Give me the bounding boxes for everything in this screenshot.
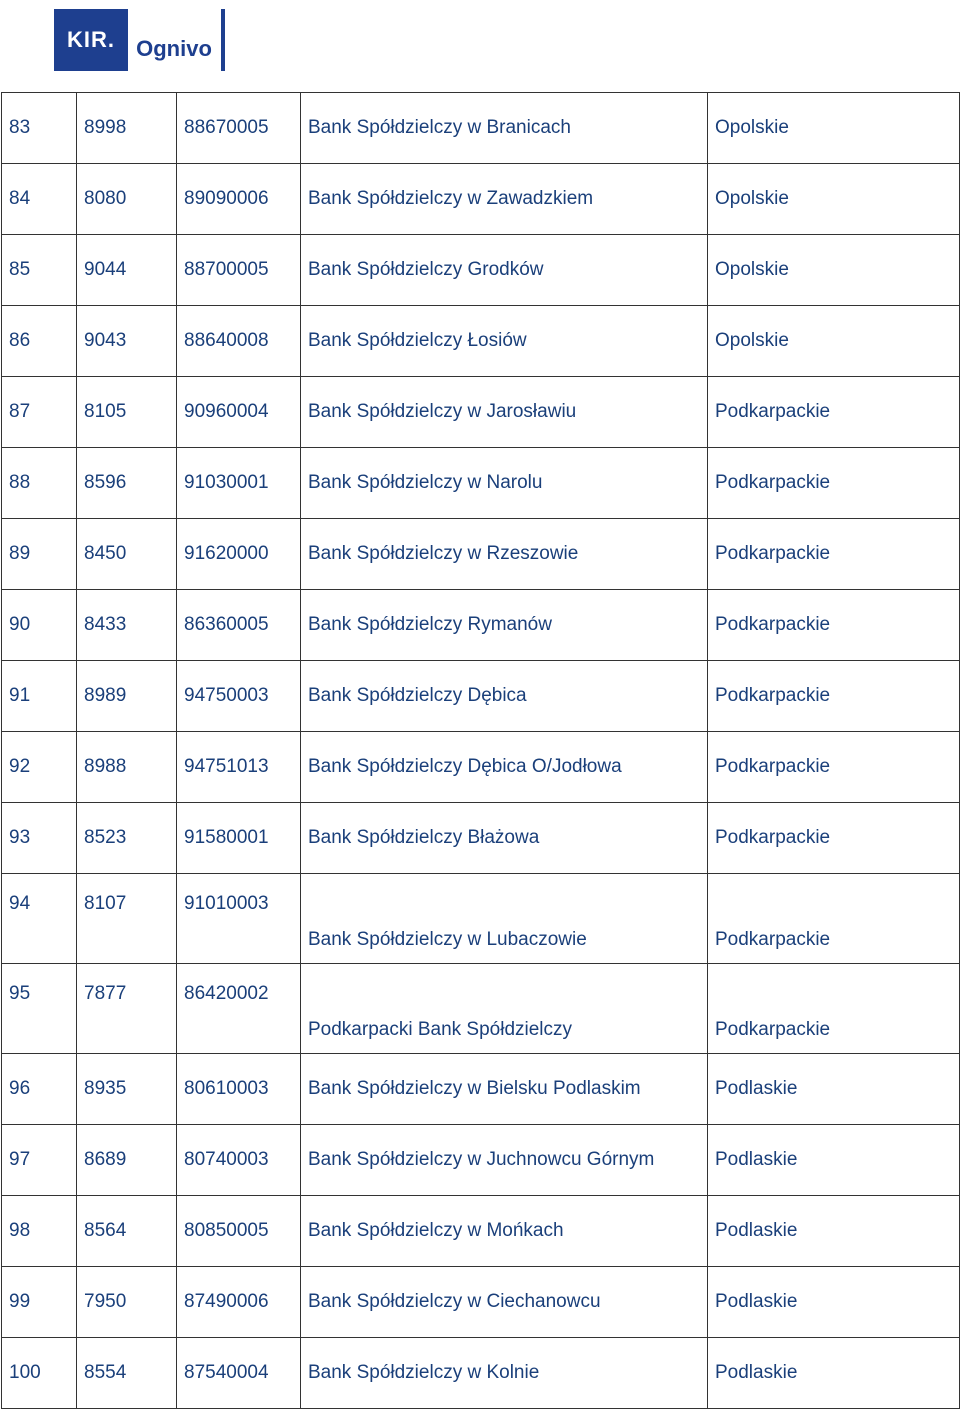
table-row bbox=[2, 235, 960, 306]
table-row bbox=[2, 93, 960, 164]
bank-id-cell: 89090006 bbox=[177, 164, 301, 235]
page-header bbox=[0, 0, 960, 92]
row-number-cell: 85 bbox=[2, 235, 77, 306]
bank-name-cell: Bank Spółdzielczy w Ciechanowcu bbox=[301, 1267, 708, 1338]
row-number-cell: 87 bbox=[2, 377, 77, 448]
row-number-cell: 84 bbox=[2, 164, 77, 235]
bank-id-cell: 90960004 bbox=[177, 377, 301, 448]
table-row bbox=[2, 377, 960, 448]
bank-id-cell: 91030001 bbox=[177, 448, 301, 519]
bank-id-cell: 88640008 bbox=[177, 306, 301, 377]
bank-code-cell: 8105 bbox=[77, 377, 177, 448]
bank-id-cell: 86360005 bbox=[177, 590, 301, 661]
region-cell: Podkarpackie bbox=[708, 874, 960, 964]
bank-name-cell: Bank Spółdzielczy Łosiów bbox=[301, 306, 708, 377]
bank-name-cell: Bank Spółdzielczy Dębica bbox=[301, 661, 708, 732]
row-number-cell: 86 bbox=[2, 306, 77, 377]
table-row bbox=[2, 519, 960, 590]
bank-name-cell: Bank Spółdzielczy w Juchnowcu Górnym bbox=[301, 1125, 708, 1196]
table-row bbox=[2, 1338, 960, 1409]
bank-id-cell: 88670005 bbox=[177, 93, 301, 164]
row-number-cell: 89 bbox=[2, 519, 77, 590]
row-number-cell: 95 bbox=[2, 964, 77, 1054]
bank-code-cell: 8523 bbox=[77, 803, 177, 874]
bank-id-cell: 91620000 bbox=[177, 519, 301, 590]
bank-id-cell: 87490006 bbox=[177, 1267, 301, 1338]
bank-code-cell: 8107 bbox=[77, 874, 177, 964]
region-cell: Podkarpackie bbox=[708, 590, 960, 661]
row-number-cell: 88 bbox=[2, 448, 77, 519]
bank-code-cell: 9044 bbox=[77, 235, 177, 306]
kir-logo: KIR. bbox=[54, 9, 128, 71]
region-cell: Podkarpackie bbox=[708, 661, 960, 732]
table-row bbox=[2, 590, 960, 661]
region-cell: Podlaskie bbox=[708, 1338, 960, 1409]
bank-name-cell: Bank Spółdzielczy Błażowa bbox=[301, 803, 708, 874]
row-number-cell: 90 bbox=[2, 590, 77, 661]
bank-id-cell: 91010003 bbox=[177, 874, 301, 964]
table-row bbox=[2, 1267, 960, 1338]
region-cell: Opolskie bbox=[708, 235, 960, 306]
logo-divider bbox=[221, 9, 225, 71]
bank-id-cell: 94750003 bbox=[177, 661, 301, 732]
bank-id-cell: 80610003 bbox=[177, 1054, 301, 1125]
bank-name-cell: Bank Spółdzielczy w Bielsku Podlaskim bbox=[301, 1054, 708, 1125]
region-cell: Opolskie bbox=[708, 93, 960, 164]
bank-name-cell: Bank Spółdzielczy w Branicach bbox=[301, 93, 708, 164]
bank-id-cell: 88700005 bbox=[177, 235, 301, 306]
row-number-cell: 96 bbox=[2, 1054, 77, 1125]
region-cell: Podlaskie bbox=[708, 1125, 960, 1196]
table-row bbox=[2, 306, 960, 377]
bank-code-cell: 8989 bbox=[77, 661, 177, 732]
bank-name-cell: Bank Spółdzielczy Dębica O/Jodłowa bbox=[301, 732, 708, 803]
bank-code-cell: 9043 bbox=[77, 306, 177, 377]
bank-table bbox=[1, 92, 960, 1409]
row-number-cell: 83 bbox=[2, 93, 77, 164]
bank-code-cell: 8433 bbox=[77, 590, 177, 661]
row-number-cell: 93 bbox=[2, 803, 77, 874]
bank-code-cell: 8988 bbox=[77, 732, 177, 803]
region-cell: Opolskie bbox=[708, 164, 960, 235]
table-row bbox=[2, 732, 960, 803]
bank-table-body bbox=[2, 93, 960, 1409]
bank-code-cell: 8554 bbox=[77, 1338, 177, 1409]
row-number-cell: 100 bbox=[2, 1338, 77, 1409]
row-number-cell: 91 bbox=[2, 661, 77, 732]
bank-name-cell: Bank Spółdzielczy Rymanów bbox=[301, 590, 708, 661]
bank-code-cell: 8689 bbox=[77, 1125, 177, 1196]
row-number-cell: 92 bbox=[2, 732, 77, 803]
table-row bbox=[2, 164, 960, 235]
table-row bbox=[2, 874, 960, 964]
region-cell: Podkarpackie bbox=[708, 732, 960, 803]
bank-name-cell: Bank Spółdzielczy w Jarosławiu bbox=[301, 377, 708, 448]
bank-id-cell: 87540004 bbox=[177, 1338, 301, 1409]
table-row bbox=[2, 803, 960, 874]
bank-code-cell: 8998 bbox=[77, 93, 177, 164]
bank-name-cell: Bank Spółdzielczy w Narolu bbox=[301, 448, 708, 519]
table-row bbox=[2, 1196, 960, 1267]
bank-code-cell: 8596 bbox=[77, 448, 177, 519]
bank-code-cell: 7950 bbox=[77, 1267, 177, 1338]
row-number-cell: 99 bbox=[2, 1267, 77, 1338]
bank-name-cell: Podkarpacki Bank Spółdzielczy bbox=[301, 964, 708, 1054]
bank-code-cell: 8935 bbox=[77, 1054, 177, 1125]
bank-code-cell: 8450 bbox=[77, 519, 177, 590]
table-row bbox=[2, 448, 960, 519]
region-cell: Podlaskie bbox=[708, 1196, 960, 1267]
bank-id-cell: 94751013 bbox=[177, 732, 301, 803]
bank-name-cell: Bank Spółdzielczy w Zawadzkiem bbox=[301, 164, 708, 235]
row-number-cell: 94 bbox=[2, 874, 77, 964]
row-number-cell: 98 bbox=[2, 1196, 77, 1267]
bank-id-cell: 80740003 bbox=[177, 1125, 301, 1196]
bank-name-cell: Bank Spółdzielczy w Rzeszowie bbox=[301, 519, 708, 590]
region-cell: Podlaskie bbox=[708, 1267, 960, 1338]
region-cell: Podkarpackie bbox=[708, 519, 960, 590]
region-cell: Opolskie bbox=[708, 306, 960, 377]
region-cell: Podlaskie bbox=[708, 1054, 960, 1125]
bank-name-cell: Bank Spółdzielczy w Mońkach bbox=[301, 1196, 708, 1267]
bank-name-cell: Bank Spółdzielczy Grodków bbox=[301, 235, 708, 306]
bank-code-cell: 8080 bbox=[77, 164, 177, 235]
bank-name-cell: Bank Spółdzielczy w Lubaczowie bbox=[301, 874, 708, 964]
row-number-cell: 97 bbox=[2, 1125, 77, 1196]
region-cell: Podkarpackie bbox=[708, 448, 960, 519]
region-cell: Podkarpackie bbox=[708, 377, 960, 448]
region-cell: Podkarpackie bbox=[708, 964, 960, 1054]
ognivo-logo: Ognivo bbox=[128, 9, 220, 71]
bank-code-cell: 8564 bbox=[77, 1196, 177, 1267]
bank-id-cell: 80850005 bbox=[177, 1196, 301, 1267]
table-row bbox=[2, 1125, 960, 1196]
table-row bbox=[2, 661, 960, 732]
bank-code-cell: 7877 bbox=[77, 964, 177, 1054]
table-row bbox=[2, 964, 960, 1054]
bank-name-cell: Bank Spółdzielczy w Kolnie bbox=[301, 1338, 708, 1409]
bank-id-cell: 91580001 bbox=[177, 803, 301, 874]
region-cell: Podkarpackie bbox=[708, 803, 960, 874]
table-row bbox=[2, 1054, 960, 1125]
bank-id-cell: 86420002 bbox=[177, 964, 301, 1054]
